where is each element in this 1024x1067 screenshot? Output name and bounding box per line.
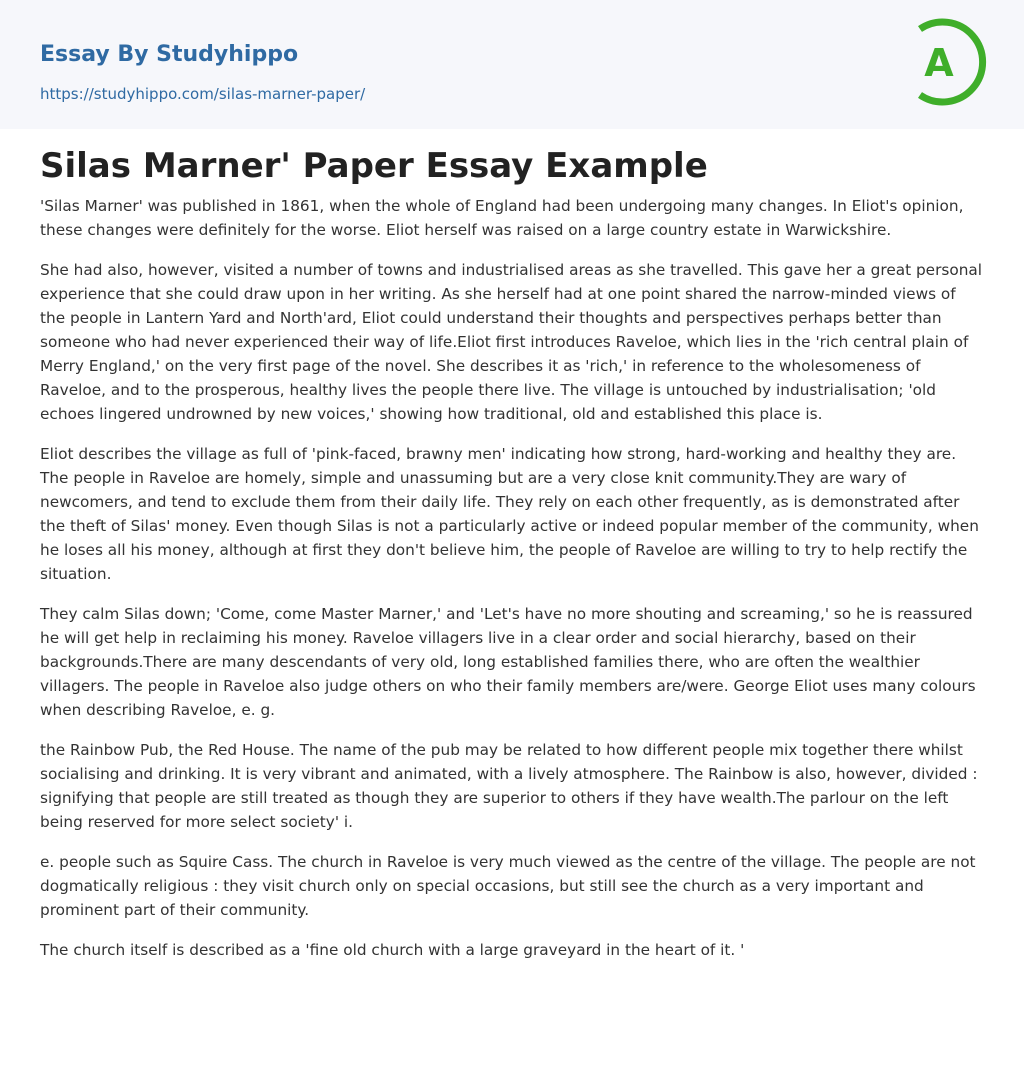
essay-paragraph: They calm Silas down; 'Come, come Master Marner,' and 'Let's have no more shouting and screaming,' so he is reassured he will get help in reclaiming his money. Raveloe villagers live in a clear order and social hierarchy, based on their backgrounds.There are many descendants of very old, long established families there, who are often the wealthier villagers. The people in Raveloe also judge others on who their family members are/were. George Eliot uses many colours when describing Raveloe, e. g. bbox=[40, 605, 976, 719]
logo-letter: A bbox=[924, 41, 954, 85]
essay-paragraph: She had also, however, visited a number of towns and industrialised areas as she travelled. This gave her a great personal experience that she could draw upon in her writing. As she herself had at one point shared the narrow-minded views of the people in Lantern Yard and North'ard, Eliot could understand their thoughts and perspectives perhaps better than someone who had never experienced their way of life.Eliot first introduces Raveloe, which lies in the 'rich central plain of Merry England,' on the very first page of the novel. She describes it as 'rich,' in reference to the wholesomeness of Raveloe, and to the prosperous, healthy lives the people there live. The village is untouched by industrialisation; 'old echoes lingered undrowned by new voices,' showing how traditional, old and established this place is. bbox=[40, 261, 983, 423]
site-brand[interactable]: Essay By Studyhippo bbox=[40, 42, 299, 67]
essay-paragraph: 'Silas Marner' was published in 1861, when the whole of England had been undergoing many changes. In Eliot's opinion, these changes were definitely for the worse. Eliot herself was raised on a large country estate in Warwickshire. bbox=[40, 197, 964, 239]
essay-paragraph: Eliot describes the village as full of 'pink-faced, brawny men' indicating how strong, hard-working and healthy they are. The people in Raveloe are homely, simple and unassuming but are a very close knit community.They are wary of newcomers, and tend to exclude them from their daily life. They rely on each other frequently, as is demonstrated after the theft of Silas' money. Even though Silas is not a particularly active or indeed popular member of the community, when he loses all his money, although at first they don't believe him, the people of Raveloe are willing to try to help rectify the situation. bbox=[40, 445, 979, 583]
studyhippo-logo-icon[interactable] bbox=[912, 18, 988, 106]
essay-paragraph: e. people such as Squire Cass. The church in Raveloe is very much viewed as the centre of the village. The people are not dogmatically religious : they visit church only on special occasions, but still see the church as a very important and prominent part of their community. bbox=[40, 853, 976, 919]
page-url-link[interactable]: https://studyhippo.com/silas-marner-paper/ bbox=[40, 85, 366, 103]
essay-body bbox=[40, 194, 984, 978]
page-title: Silas Marner' Paper Essay Example bbox=[40, 146, 708, 186]
essay-paragraph: the Rainbow Pub, the Red House. The name of the pub may be related to how different people mix together there whilst socialising and drinking. It is very vibrant and animated, with a lively atmosphere. The Rainbow is also, however, divided : signifying that people are still treated as though they are superior to others if they have wealth.The parlour on the left being reserved for more select society' i. bbox=[40, 741, 978, 831]
site-header bbox=[0, 0, 1024, 129]
essay-paragraph: The church itself is described as a 'fine old church with a large graveyard in the heart of it. ' bbox=[40, 941, 745, 959]
